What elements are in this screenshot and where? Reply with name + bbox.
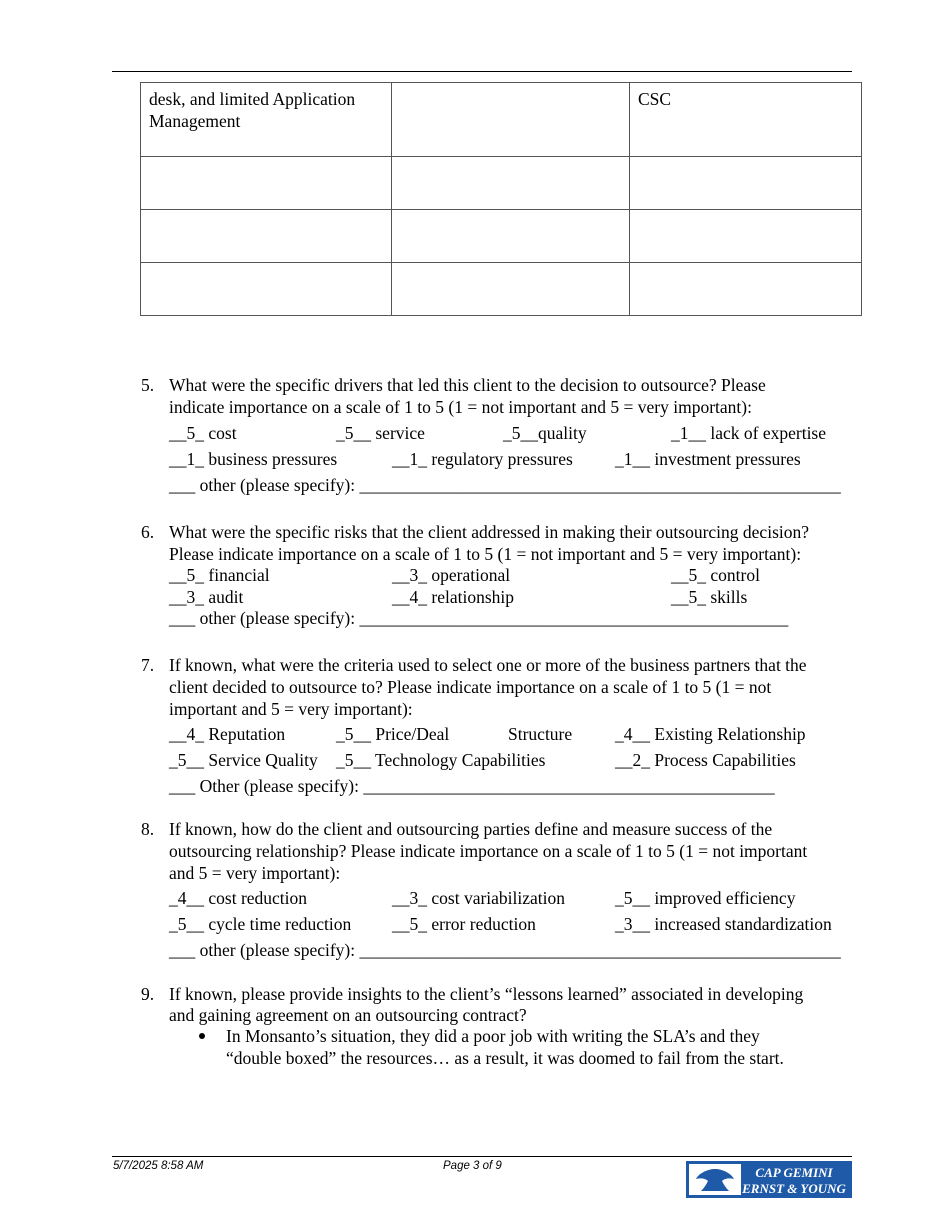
rating-option: __4_ Reputation (169, 724, 286, 744)
footer-rule (112, 1156, 852, 1157)
rating-option: _5__ Price/Deal (336, 724, 450, 744)
question-text: If known, how do the client and outsourcing parties define and measure success of the (169, 819, 773, 839)
table-cell (392, 83, 630, 157)
table-cell (141, 263, 392, 316)
table-row (141, 83, 862, 157)
rating-option: __2_ Process Capabilities (615, 750, 796, 770)
header-rule (112, 71, 852, 72)
rating-option: __5_ error reduction (392, 914, 536, 934)
table-row (141, 157, 862, 210)
question-text: client decided to outsource to? Please indicate importance on a scale of 1 to 5 (1 = not (169, 677, 772, 697)
question-text: What were the specific drivers that led this client to the decision to outsource? Please (169, 375, 766, 395)
footer-date: 5/7/2025 8:58 AM (113, 1160, 204, 1172)
question-text: outsourcing relationship? Please indicate importance on a scale of 1 to 5 (1 = not important (169, 841, 808, 861)
rating-option: _5__ Technology Capabilities (336, 750, 546, 770)
question-text: Please indicate importance on a scale of 1 to 5 (1 = not important and 5 = very important): (169, 544, 802, 564)
question-number: 8. (141, 819, 155, 839)
table-cell (630, 157, 862, 210)
rating-option: __1_ regulatory pressures (392, 449, 573, 469)
rating-option: _1__ investment pressures (615, 449, 801, 469)
footer-page-number: Page 3 of 9 (443, 1160, 502, 1172)
company-logo (686, 1161, 852, 1198)
question-number: 5. (141, 375, 155, 395)
question-text: What were the specific risks that the client addressed in making their outsourcing decision? (169, 522, 810, 542)
rating-option: _4__ Existing Relationship (615, 724, 806, 744)
other-specify-line: ___ other (please specify): _______________________________________________________ (169, 940, 841, 960)
rating-option: __1_ business pressures (169, 449, 338, 469)
data-table (140, 82, 862, 316)
table-cell (141, 210, 392, 263)
question-number: 6. (141, 522, 155, 542)
rating-option: _5__ service (336, 423, 425, 443)
rating-option: __5_ control (671, 565, 760, 585)
rating-option: __3_ audit (169, 587, 244, 607)
table-cell (392, 157, 630, 210)
rating-option: __3_ operational (392, 565, 511, 585)
other-specify-line: ___ other (please specify): _________________________________________________ (169, 608, 789, 628)
rating-option: Structure (508, 724, 573, 744)
bullet-text: In Monsanto’s situation, they did a poor job with writing the SLA’s and they (226, 1026, 760, 1046)
rating-option: _1__ lack of expertise (671, 423, 827, 443)
other-specify-line: ___ Other (please specify): _______________________________________________ (169, 776, 775, 796)
rating-option: __4_ relationship (392, 587, 514, 607)
rating-option: _4__ cost reduction (169, 888, 308, 908)
rating-option: __3_ cost variabilization (392, 888, 566, 908)
table-cell (630, 210, 862, 263)
rating-option: _5__ Service Quality (169, 750, 318, 770)
table-cell (630, 263, 862, 316)
rating-option: _5__ cycle time reduction (169, 914, 352, 934)
question-text: indicate importance on a scale of 1 to 5 (1 = not important and 5 = very important): (169, 397, 752, 417)
rating-option: _3__ increased standardization (615, 914, 832, 934)
question-text: and 5 = very important): (169, 863, 341, 883)
question-text: and gaining agreement on an outsourcing contract? (169, 1005, 527, 1025)
rating-option: __5_ financial (169, 565, 270, 585)
table-cell: desk, and limited Application Management (141, 83, 392, 157)
other-specify-line: ___ other (please specify): _______________________________________________________ (169, 475, 841, 495)
question-text: If known, what were the criteria used to select one or more of the business partners that the (169, 655, 807, 675)
table-cell (141, 157, 392, 210)
table-cell (392, 263, 630, 316)
question-number: 9. (141, 984, 155, 1004)
rating-option: _5__ improved efficiency (615, 888, 796, 908)
bullet-icon (199, 1033, 205, 1039)
rating-option: __5_ cost (169, 423, 237, 443)
table-cell: CSC (630, 83, 862, 157)
rating-option: _5__quality (503, 423, 587, 443)
logo-line-2: ERNST & YOUNG (742, 1181, 846, 1196)
table-row (141, 263, 862, 316)
question-text: If known, please provide insights to the client’s “lessons learned” associated in developing (169, 984, 804, 1004)
question-text: important and 5 = very important): (169, 699, 413, 719)
table-cell (392, 210, 630, 263)
rating-option: __5_ skills (671, 587, 748, 607)
bullet-text: “double boxed” the resources… as a result, it was doomed to fail from the start. (226, 1048, 784, 1068)
logo-line-1: CAP GEMINI (755, 1165, 833, 1180)
table-row (141, 210, 862, 263)
question-number: 7. (141, 655, 155, 675)
